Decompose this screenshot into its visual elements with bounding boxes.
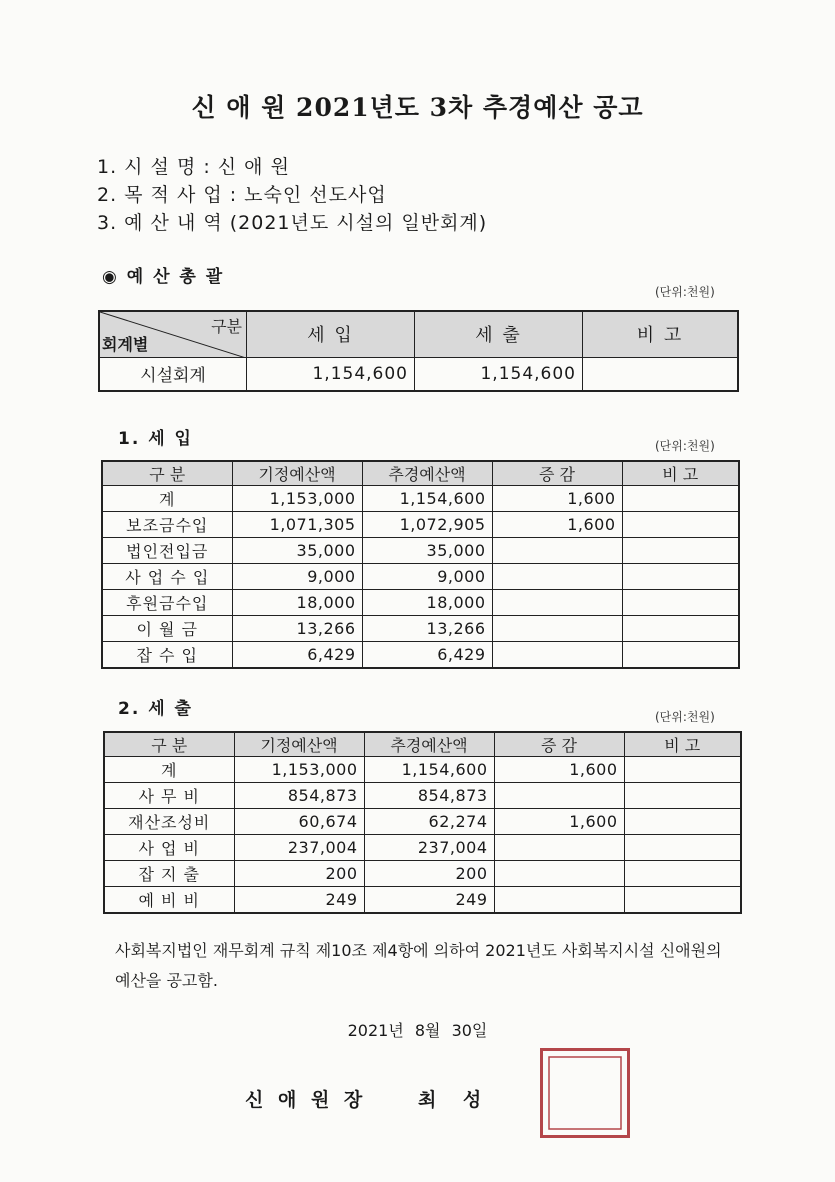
row-label: 예 비 비	[104, 887, 234, 913]
table-row	[104, 809, 741, 835]
summary-expense-value: 1,154,600	[415, 357, 583, 391]
table-row	[104, 757, 741, 783]
row-label: 이 월 금	[102, 616, 232, 642]
note-cell	[622, 590, 739, 616]
note-cell	[624, 757, 741, 783]
revised-amount: 35,000	[362, 538, 492, 564]
note-cell	[624, 861, 741, 887]
expense-header-change: 증 감	[494, 732, 624, 757]
notice-text: 사회복지법인 재무회계 규칙 제10조 제4항에 의하여 2021년도 사회복지시설 신애원의 예산을 공고함.	[115, 941, 722, 990]
note-cell	[622, 486, 739, 512]
row-label: 잡 지 출	[104, 861, 234, 887]
revised-amount: 237,004	[364, 835, 494, 861]
row-label: 재산조성비	[104, 809, 234, 835]
note-cell	[624, 835, 741, 861]
change-amount	[492, 642, 622, 668]
change-amount	[492, 590, 622, 616]
note-cell	[624, 887, 741, 913]
page-title: 신 애 원 2021년도 3차 추경예산 공고	[191, 93, 644, 122]
table-row	[104, 835, 741, 861]
income-header-revised: 추경예산액	[362, 461, 492, 486]
revised-amount: 62,274	[364, 809, 494, 835]
summary-table	[98, 310, 739, 392]
revised-amount: 200	[364, 861, 494, 887]
original-amount: 6,429	[232, 642, 362, 668]
summary-income-value: 1,154,600	[247, 357, 415, 391]
table-row	[102, 642, 739, 668]
original-amount: 237,004	[234, 835, 364, 861]
change-amount: 1,600	[492, 512, 622, 538]
row-label: 사 업 수 입	[102, 564, 232, 590]
summary-note-value	[583, 357, 739, 391]
expense-unit: (단위:천원)	[655, 710, 715, 724]
note-cell	[622, 642, 739, 668]
row-label: 사 업 비	[104, 835, 234, 861]
original-amount: 1,071,305	[232, 512, 362, 538]
original-amount: 1,153,000	[232, 486, 362, 512]
note-cell	[624, 783, 741, 809]
row-label: 사 무 비	[104, 783, 234, 809]
original-amount: 200	[234, 861, 364, 887]
budget-detail-line: 3. 예 산 내 역 (2021년도 시설의 일반회계)	[97, 212, 488, 234]
revised-amount: 249	[364, 887, 494, 913]
row-label: 법인전입금	[102, 538, 232, 564]
summary-heading: ◉ 예 산 총 괄	[102, 267, 225, 287]
row-label: 계	[104, 757, 234, 783]
facility-name-line: 1. 시 설 명 : 신 애 원	[97, 156, 290, 178]
revised-amount: 1,154,600	[362, 486, 492, 512]
revised-amount: 6,429	[362, 642, 492, 668]
original-amount: 249	[234, 887, 364, 913]
original-amount: 60,674	[234, 809, 364, 835]
table-row	[104, 861, 741, 887]
change-amount: 1,600	[492, 486, 622, 512]
revised-amount: 1,154,600	[364, 757, 494, 783]
summary-diag-header	[99, 311, 247, 357]
expense-table	[103, 731, 742, 914]
expense-header-revised: 추경예산액	[364, 732, 494, 757]
signer-title: 신 애 원 장	[245, 1089, 367, 1111]
change-amount	[492, 538, 622, 564]
project-line: 2. 목 적 사 업 : 노숙인 선도사업	[97, 184, 387, 206]
note-cell	[624, 809, 741, 835]
table-row	[104, 887, 741, 913]
revised-amount: 854,873	[364, 783, 494, 809]
summary-row-label: 시설회계	[99, 357, 247, 391]
table-row	[102, 512, 739, 538]
summary-unit: (단위:천원)	[655, 285, 715, 299]
table-row	[102, 486, 739, 512]
change-amount	[494, 887, 624, 913]
income-heading: 1. 세 입	[118, 429, 193, 449]
summary-col-expense: 세 출	[415, 311, 583, 357]
change-amount	[494, 835, 624, 861]
expense-heading: 2. 세 출	[118, 699, 193, 719]
original-amount: 9,000	[232, 564, 362, 590]
income-header-change: 증 감	[492, 461, 622, 486]
original-amount: 1,153,000	[234, 757, 364, 783]
revised-amount: 13,266	[362, 616, 492, 642]
summary-col-note: 비 고	[583, 311, 739, 357]
summary-col-income: 세 입	[247, 311, 415, 357]
expense-header-original: 기정예산액	[234, 732, 364, 757]
official-seal-icon	[540, 1048, 630, 1138]
expense-header-category: 구 분	[104, 732, 234, 757]
expense-header-note: 비 고	[624, 732, 741, 757]
signer-name: 최 성	[418, 1089, 482, 1111]
income-header-note: 비 고	[622, 461, 739, 486]
change-amount	[494, 783, 624, 809]
note-cell	[622, 564, 739, 590]
income-header-original: 기정예산액	[232, 461, 362, 486]
original-amount: 13,266	[232, 616, 362, 642]
change-amount: 1,600	[494, 757, 624, 783]
income-table	[101, 460, 740, 669]
revised-amount: 9,000	[362, 564, 492, 590]
table-row	[102, 538, 739, 564]
table-row	[102, 564, 739, 590]
change-amount: 1,600	[494, 809, 624, 835]
notice-date: 2021년 8월 30일	[347, 1021, 488, 1040]
revised-amount: 18,000	[362, 590, 492, 616]
row-label: 후원금수입	[102, 590, 232, 616]
note-cell	[622, 616, 739, 642]
diag-bottom-label: 회계별	[102, 334, 149, 354]
change-amount	[494, 861, 624, 887]
change-amount	[492, 616, 622, 642]
row-label: 보조금수입	[102, 512, 232, 538]
row-label: 계	[102, 486, 232, 512]
income-unit: (단위:천원)	[655, 439, 715, 453]
table-row	[104, 783, 741, 809]
change-amount	[492, 564, 622, 590]
summary-row	[99, 357, 738, 391]
original-amount: 35,000	[232, 538, 362, 564]
table-row	[102, 616, 739, 642]
diag-top-label: 구분	[211, 317, 242, 336]
note-cell	[622, 512, 739, 538]
row-label: 잡 수 입	[102, 642, 232, 668]
original-amount: 18,000	[232, 590, 362, 616]
income-header-category: 구 분	[102, 461, 232, 486]
note-cell	[622, 538, 739, 564]
original-amount: 854,873	[234, 783, 364, 809]
table-row	[102, 590, 739, 616]
revised-amount: 1,072,905	[362, 512, 492, 538]
